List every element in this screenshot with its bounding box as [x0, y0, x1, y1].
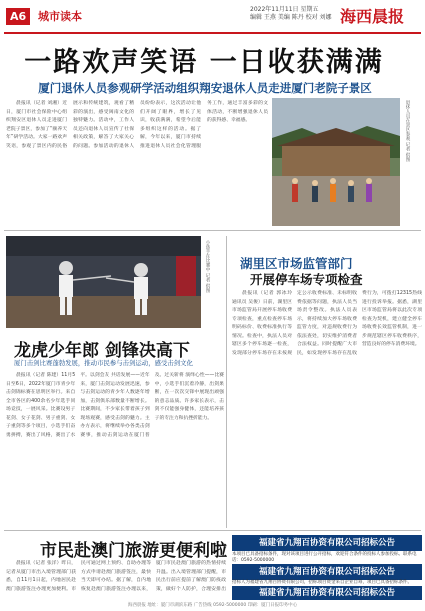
lead-subhead: 厦门退休人员参观研学活动组织翔安退休人员走进厦门老院子景区 — [38, 81, 372, 95]
fencing-subhead: 厦门击剑比赛蓬勃发展，推动市民参与击剑运动，感受击剑文化 — [14, 359, 193, 367]
fencing-photo-image — [6, 236, 201, 328]
fencing-photo — [6, 236, 201, 328]
page-number: A6 — [6, 8, 30, 25]
date-text: 2022年11月11日 星期五 — [250, 6, 319, 13]
lead-photo-caption: 退休人员在景区参观 记者 供图 — [405, 100, 410, 162]
parking-body — [232, 290, 422, 526]
tender-ad-1-text: 本项目已具备招标条件，现对该项目进行公开招标，欢迎符合条件的投标人参加投标。联系电话：0592-5000000 — [232, 552, 417, 563]
section-divider-2 — [4, 530, 421, 531]
column-divider — [226, 236, 227, 528]
page-footer: 海西晨报 地址：厦门市湖滨东路 广告热线 0592-5000000 印刷：厦门日报印务中心 — [127, 603, 298, 608]
tender-ad-2-text: 招标人为福建省九翔百协资有限公司，招标项目资金来自企业自筹，项目已具备招标条件。 — [232, 580, 412, 585]
lead-body — [6, 100, 268, 220]
section-title: 城市读本 — [38, 10, 82, 23]
section-divider — [4, 230, 421, 231]
tender-ad-3-title: 福建省九翔百协资有限公司招标公告 — [232, 586, 422, 600]
tender-ad-2-title: 福建省九翔百协资有限公司招标公告 — [232, 564, 422, 580]
fencing-headline: 龙虎少年郎 剑锋决高下 — [14, 341, 190, 361]
lead-photo-image — [272, 98, 400, 226]
lead-photo — [272, 98, 400, 226]
lead-body-text: 晨报讯（记者 刘湘）近日，厦门市社会保险中心组织翔安区退休人员走进厦门老院子景区，参加了“颐养天年”研学活动。大家一路欢声笑语，参观了景区内的民俗展示和传统建筑，观看了精彩的演出，感受闽南文化的独特魅力。活动中，工作人员还向退休人员宣传了社保相关政策，解答了大家关心的问题。参加活动的退休人员纷纷表示，这次活动让他们开阔了眼界，增长了见识，收获满满，希望今后能多组织这样的活动。据了解，今年以来，厦门市持续推进退休人员社会化管理服务工作，通过丰富多彩的文体活动，不断增强退休人员的获得感、幸福感。 — [6, 101, 268, 149]
tender-ad-1-title: 福建省九翔百协资有限公司招标公告 — [232, 535, 422, 551]
dateline — [250, 6, 332, 22]
fencing-body — [6, 372, 224, 524]
fencing-body-text: 晨报讯（记者 陈建）11月5日至6日，2022年厦门市青少年击剑锦标赛在思明区举行。来自全市各区的400余名少年选手同场竞技，一展风采。比赛设男子花剑、女子花剑、男子重剑、女子重剑等多个项目，小选手们奋勇拼搏，赛出了风格，赛出了水平。以剑会友 共话发展——近年来，厦门击剑运动发展迅速，参与击剑运动的青少年人数逐年增加，击剑俱乐部数量不断增长。比赛期间，不少家长带着孩子到现场观赛，感受击剑的魅力。主办方表示，将继续举办各类击剑赛事，推动击剑运动在厦门普及。过关斩将 演绎心性——比赛中，小选手们沉着冷静，出剑果断，在一次次交锋中展现出顽强的意志品质。许多家长表示，击剑不仅能强身健体，还能培养孩子的专注力和抗挫折能力。 — [6, 373, 224, 438]
page-header — [0, 0, 425, 34]
macau-body-text: 晨报讯（记者 张洋）昨日，记者从厦门市出入境管理部门获悉，自11月1日起，内地居民赴澳门旅游签注办理更加便利。市民可通过网上预约、自助办理等方式申请赴澳门旅游签注，最快当天即可办结。据了解，自内地恢复赴澳门旅游签注办理以来，厦门市民赴澳门旅游的热情持续升温。出入境管理部门提醒，市民出行前应提前了解澳门防疫政策，做好个人防护，合理安排出 — [6, 561, 226, 592]
parking-headline-2: 开展停车场专项检查 — [250, 272, 363, 287]
editor-credits: 编辑 王燕 美编 陈丹 校对 刘娜 — [250, 14, 332, 21]
parking-headline-1: 湖里区市场监管部门 — [240, 256, 353, 271]
parking-body-text: 晨报讯（记者 郭冰玲 通讯员 吴俊）日前，湖里区市场监管局开展停车场收费专项检查，重点检查停车场明码标价、收费标准执行等情况。检查中，执法人员对辖区多个停车场逐一检查，发现部分停车场存在未按规定公示收费标准、未标明收费依据等问题，执法人员当场责令整改。执法人员表示，将持续加大停车场收费监管力度，对违规收费行为依法查处，切实维护消费者合法权益。同时提醒广大市民，如发现停车场存在乱收费行为，可拨打12315热线进行投诉举报。据悉，湖里区市场监管局将以此次专项检查为契机，建立健全停车场收费长效监管机制，进一步规范辖区停车收费秩序，营造良好的停车消费环境。 — [232, 291, 422, 356]
fencing-photo-caption: 小选手在比赛中 记者 供图 — [205, 240, 210, 293]
header-rule — [4, 32, 421, 34]
macau-body — [6, 560, 226, 600]
masthead-logo: 海西晨报 — [340, 7, 405, 26]
macau-headline: 市民赴澳门旅游更便利啦 — [40, 541, 227, 561]
lead-headline: 一路欢声笑语 一日收获满满 — [24, 47, 384, 78]
